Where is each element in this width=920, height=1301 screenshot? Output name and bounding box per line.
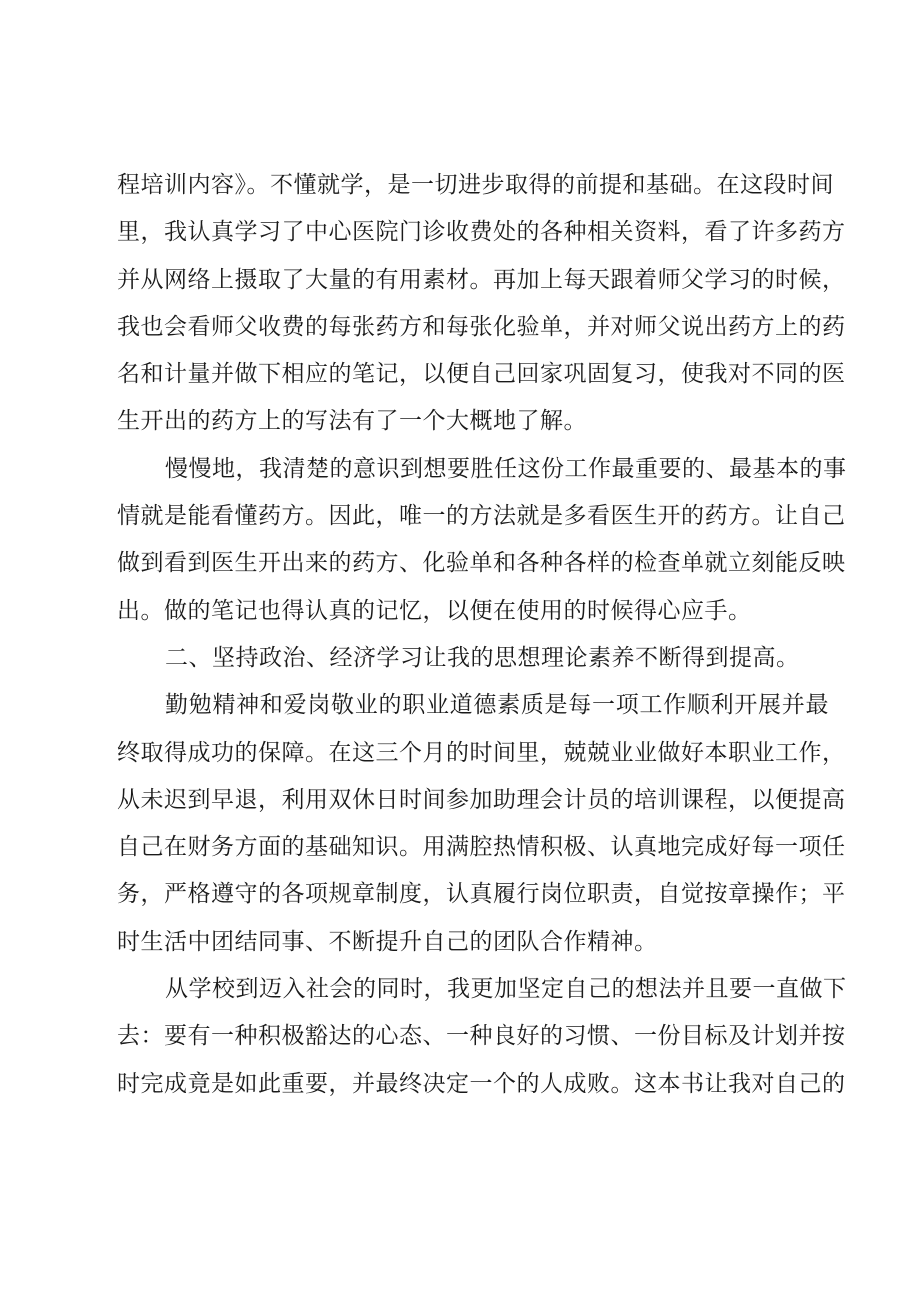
text-line: 我也会看师父收费的每张药方和每张化验单，并对师父说出药方上的药 xyxy=(117,313,846,340)
text-line: 程培训内容》。不懂就学，是一切进步取得的前提和基础。在这段时间 xyxy=(117,172,834,198)
text-line: 做到看到医生开出来的药方、化验单和各种各样的检查单就立刻能反映 xyxy=(117,550,846,577)
text-line: 名和计量并做下相应的笔记，以便自己回家巩固复习，使我对不同的医 xyxy=(117,361,846,388)
text-line: 自己在财务方面的基础知识。用满腔热情积极、认真地完成好每一项任 xyxy=(117,834,846,861)
text-line: 时完成竟是如此重要，并最终决定一个的人成败。这本书让我对自己的 xyxy=(117,1070,846,1097)
text-line: 去：要有一种积极豁达的心态、一种良好的习惯、一份目标及计划并按 xyxy=(117,1023,846,1050)
text-line: 慢慢地，我清楚的意识到想要胜任这份工作最重要的、最基本的事 xyxy=(165,455,847,482)
text-line: 时生活中团结同事、不断提升自己的团队合作精神。 xyxy=(117,928,658,955)
text-line: 情就是能看懂药方。因此，唯一的方法就是多看医生开的药方。让自己 xyxy=(117,503,846,530)
text-line: 出。做的笔记也得认真的记忆，以便在使用的时候得心应手。 xyxy=(117,597,752,624)
text-line: 二、坚持政治、经济学习让我的思想理论素养不断得到提高。 xyxy=(165,644,800,671)
text-line: 从学校到迈入社会的同时，我更加坚定自己的想法并且要一直做下 xyxy=(165,976,847,1003)
text-line: 里，我认真学习了中心医院门诊收费处的各种相关资料，看了许多药方 xyxy=(117,219,846,246)
text-line: 务，严格遵守的各项规章制度，认真履行岗位职责，自觉按章操作；平 xyxy=(117,881,846,908)
text-line: 终取得成功的保障。在这三个月的时间里，兢兢业业做好本职业工作， xyxy=(117,739,846,766)
text-line: 勤勉精神和爱岗敬业的职业道德素质是每一项工作顺利开展并最 xyxy=(165,692,829,719)
text-line: 并从网络上摄取了大量的有用素材。再加上每天跟着师父学习的时候， xyxy=(117,266,846,293)
text-line: 从未迟到早退，利用双休日时间参加助理会计员的培训课程，以便提高 xyxy=(117,786,846,813)
text-line: 生开出的药方上的写法有了一个大概地了解。 xyxy=(117,408,587,435)
document-body xyxy=(117,162,847,1108)
